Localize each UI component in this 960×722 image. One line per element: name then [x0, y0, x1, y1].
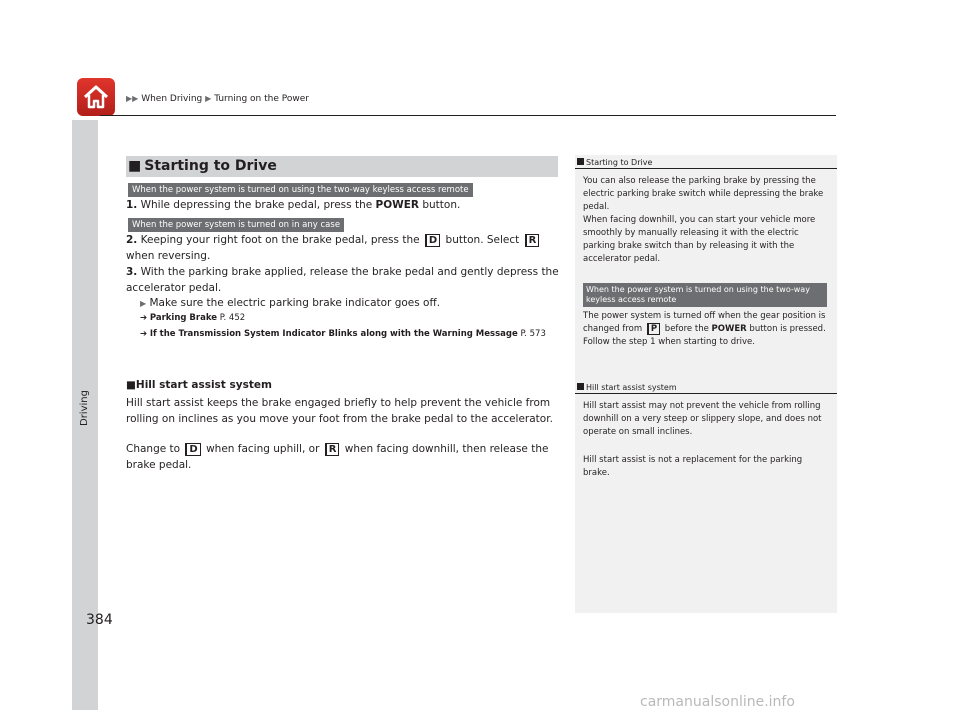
watermark: carmanualsonline.info: [640, 694, 795, 710]
note-divider: [575, 393, 837, 394]
key-d-icon: D: [425, 234, 440, 247]
hill-start-heading: ■Hill start assist system: [126, 379, 272, 391]
note-marker-icon: [577, 383, 584, 390]
key-d-icon: D: [185, 443, 200, 456]
section-heading: [126, 156, 558, 177]
header-divider: [100, 115, 836, 116]
step-3-bullet: ▶ Make sure the electric parking brake indicator goes off.: [140, 297, 441, 309]
chapter-label: Driving: [79, 390, 90, 426]
key-p-icon: P: [647, 323, 660, 335]
note-heading-starting: Starting to Drive: [577, 158, 652, 167]
note-starting-paragraph: You can also release the parking brake by pressing the electric parking brake switch while depressing the brake pedal. When facing downhill, you can start your vehicle more smoothly by manually releasing it with the electric parking brake switch than by releasing it with the accelerator pedal.: [583, 176, 824, 264]
key-r-icon: R: [525, 234, 540, 247]
hill-start-instruction: Change to D when facing uphill, or R when facing downhill, then release the brake pedal.: [126, 443, 549, 471]
condition-tag-keyless: When the power system is turned on using the two-way keyless access remote: [128, 183, 473, 197]
note-hill-paragraph: Hill start assist may not prevent the vehicle from rolling downhill on a very steep or slippery slope, and does not operate on small inclines.: [583, 401, 822, 437]
square-bullet-icon: ■: [126, 379, 136, 391]
step-1: 1. While depressing the brake pedal, press the POWER button.: [126, 199, 461, 211]
breadcrumb-arrow-icon: ▶▶: [126, 94, 139, 103]
breadcrumb: [126, 94, 309, 104]
page-number: 384: [86, 612, 113, 628]
reference-link-parking-brake[interactable]: ➔ Parking Brake P. 452: [140, 313, 246, 323]
note-marker-icon: [577, 158, 584, 165]
home-button[interactable]: [77, 78, 115, 116]
square-bullet-icon: ■: [128, 158, 142, 174]
breadcrumb-link-turning-on-power[interactable]: Turning on the Power: [214, 94, 309, 104]
step-2: 2. Keeping your right foot on the brake pedal, press the D button. Select R when reversing.: [126, 232, 566, 264]
condition-tag-any-case: When the power system is turned on in any case: [128, 218, 344, 232]
step-3: 3. With the parking brake applied, release the brake pedal and gently depress the accelerator pedal.: [126, 266, 559, 294]
breadcrumb-link-when-driving[interactable]: When Driving: [141, 94, 203, 104]
note-starting-power-off: The power system is turned off when the gear position is changed from P before the POWER button is pressed. Follow the step 1 when starting to drive.: [583, 311, 826, 347]
key-r-icon: R: [325, 443, 340, 456]
reference-arrow-icon: ➔: [140, 329, 148, 339]
section-title: Starting to Drive: [144, 158, 277, 174]
home-icon: [77, 78, 115, 116]
breadcrumb-arrow-icon: ▶: [205, 94, 212, 103]
triangle-bullet-icon: ▶: [140, 299, 147, 308]
reference-arrow-icon: ➔: [140, 313, 148, 323]
note-divider: [575, 168, 837, 169]
hill-start-paragraph: Hill start assist keeps the brake engaged briefly to help prevent the vehicle from rolling on inclines as you move your foot from the brake pedal to the accelerator.: [126, 397, 553, 425]
note-hill-paragraph-2: Hill start assist is not a replacement for the parking brake.: [583, 455, 803, 478]
note-heading-hill-start: Hill start assist system: [577, 383, 677, 392]
reference-link-indicator-blinks[interactable]: ➔ If the Transmission System Indicator Blinks along with the Warning Message P. 573: [140, 329, 546, 339]
note-condition-tag-keyless: When the power system is turned on using the two-way keyless access remote: [583, 283, 827, 307]
